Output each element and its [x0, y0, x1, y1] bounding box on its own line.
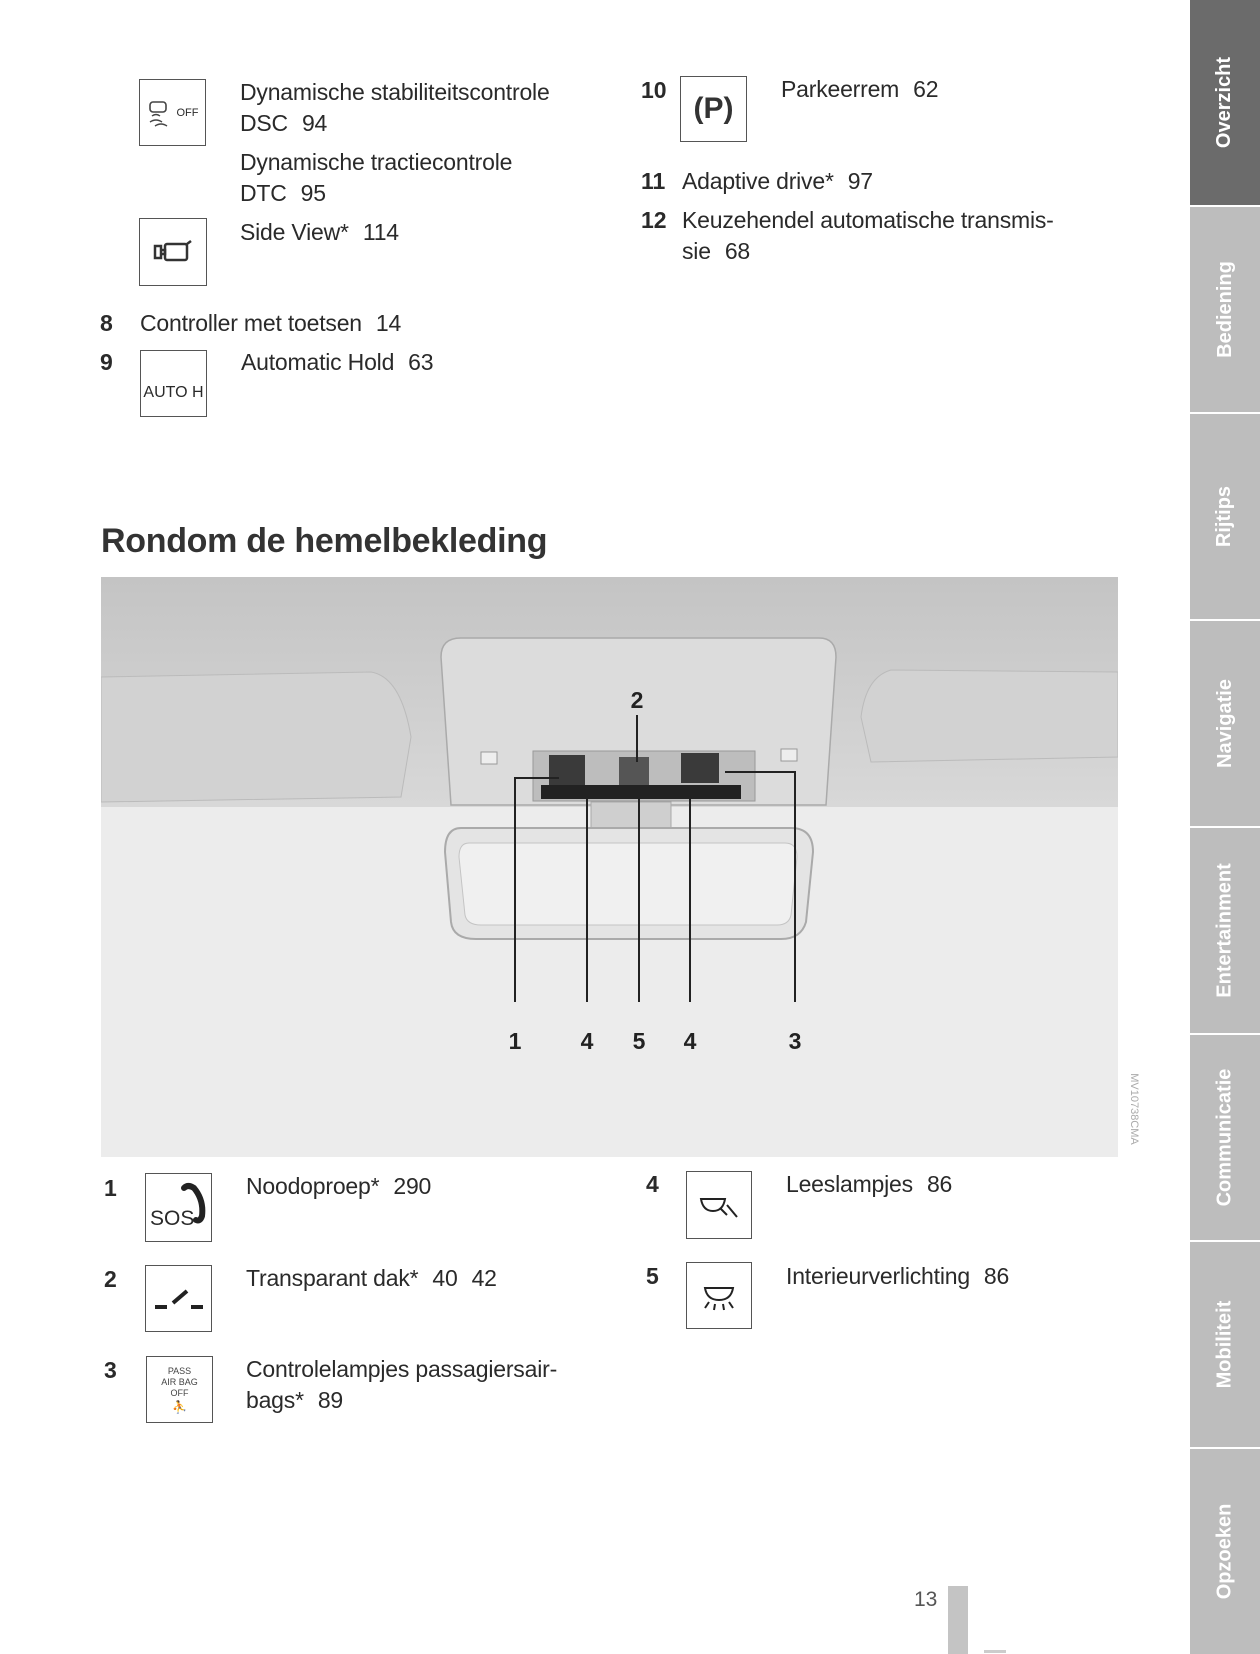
- dsc-page[interactable]: 94: [301, 110, 328, 136]
- item-number: 3: [104, 1357, 117, 1383]
- sos-icon: SOS: [145, 1173, 212, 1242]
- auto-hold-label: Automatic Hold 63: [241, 349, 434, 375]
- emergency-call-label: Noodoproep* 290: [246, 1173, 432, 1199]
- controller-label: Controller met toetsen 14: [140, 310, 402, 336]
- tab-overzicht[interactable]: Overzicht: [1190, 0, 1260, 205]
- emergency-call-page[interactable]: 290: [393, 1173, 432, 1199]
- tab-opzoeken[interactable]: Opzoeken: [1190, 1449, 1260, 1654]
- parking-brake-icon: (P): [680, 76, 747, 142]
- side-view-page[interactable]: 114: [362, 219, 399, 245]
- auto-hold-page[interactable]: 63: [408, 349, 434, 375]
- airbag-label: Controlelampjes passagiersair-: [246, 1356, 558, 1382]
- selector-lever-label: Keuzehendel automatische transmis-: [682, 207, 1054, 233]
- callout-2: 2: [630, 687, 644, 713]
- right-sun-visor: [861, 670, 1118, 762]
- dtc-label: Dynamische tractiecontrole: [240, 149, 513, 175]
- parking-brake-label: Parkeerrem 62: [781, 76, 939, 102]
- selector-lever-ref: sie 68: [682, 238, 750, 264]
- figure-code: MV10738CMA: [1128, 1073, 1140, 1145]
- callout-4b: 4: [683, 1028, 697, 1054]
- item-number: 11: [641, 168, 666, 194]
- side-view-camera-icon: [139, 218, 207, 286]
- dtc-ref: DTC 95: [240, 180, 326, 206]
- passenger-airbag-icon: PASS AIR BAG OFF ⛹: [146, 1356, 213, 1423]
- sunroof-switch-icon: [145, 1265, 212, 1332]
- item-number: 2: [104, 1266, 117, 1292]
- callout-3: 3: [788, 1028, 802, 1054]
- reading-lamps-page[interactable]: 86: [926, 1171, 953, 1197]
- item-number: 5: [646, 1263, 659, 1289]
- auto-hold-icon: AUTO H: [140, 350, 207, 417]
- reading-lamps-label: Leeslampjes 86: [786, 1171, 953, 1197]
- page-marker-line: [984, 1650, 1006, 1653]
- sos-button: [549, 755, 585, 785]
- dsc-label: Dynamische stabiliteitscontrole: [240, 79, 550, 105]
- reading-lamp-icon: [686, 1171, 752, 1239]
- airbag-page[interactable]: 89: [317, 1387, 344, 1413]
- tab-bediening[interactable]: Bediening: [1190, 207, 1260, 412]
- phone-icon: [180, 1182, 208, 1224]
- tab-rijtips[interactable]: Rijtips: [1190, 414, 1260, 619]
- airbag-ref: bags* 89: [246, 1387, 344, 1413]
- dsc-off-icon: OFF: [139, 79, 206, 146]
- controller-page[interactable]: 14: [375, 310, 402, 336]
- tab-communicatie[interactable]: Communicatie: [1190, 1035, 1260, 1240]
- adaptive-drive-label: Adaptive drive* 97: [682, 168, 873, 194]
- sunroof-label: Transparant dak* 40 42: [246, 1265, 497, 1291]
- seat-icon: ⛹: [172, 1400, 187, 1414]
- interior-light-icon: [686, 1262, 752, 1329]
- headliner-figure: [101, 577, 1118, 1157]
- light-switches: [541, 785, 741, 799]
- item-number: 8: [100, 310, 113, 336]
- airbag-indicator: [681, 753, 719, 783]
- page-marker: [948, 1586, 968, 1654]
- sunroof-button: [619, 757, 649, 785]
- item-number: 1: [104, 1175, 117, 1201]
- interior-light-label: Interieurverlichting 86: [786, 1263, 1010, 1289]
- sunroof-page-2[interactable]: 42: [471, 1265, 497, 1291]
- dsc-ref: DSC 94: [240, 110, 328, 136]
- item-number: 9: [100, 349, 113, 375]
- parking-brake-page[interactable]: 62: [913, 76, 939, 102]
- callout-4a: 4: [580, 1028, 594, 1054]
- section-title: Rondom de hemelbekleding: [101, 522, 548, 560]
- callout-1: 1: [508, 1028, 522, 1054]
- selector-lever-page[interactable]: 68: [724, 238, 750, 264]
- callout-5: 5: [632, 1028, 646, 1054]
- side-view-label: Side View* 114: [240, 219, 399, 245]
- tab-mobiliteit[interactable]: Mobiliteit: [1190, 1242, 1260, 1447]
- item-number: 10: [641, 77, 667, 103]
- interior-light-page[interactable]: 86: [983, 1263, 1010, 1289]
- left-sun-visor: [101, 672, 411, 802]
- adaptive-drive-page[interactable]: 97: [847, 168, 873, 194]
- page-number: 13: [914, 1588, 938, 1611]
- item-number: 4: [646, 1171, 659, 1197]
- item-number: 12: [641, 207, 667, 233]
- dtc-page[interactable]: 95: [300, 180, 326, 206]
- sunroof-page[interactable]: 40: [432, 1265, 458, 1291]
- tab-entertainment[interactable]: Entertainment: [1190, 828, 1260, 1033]
- tab-navigatie[interactable]: Navigatie: [1190, 621, 1260, 826]
